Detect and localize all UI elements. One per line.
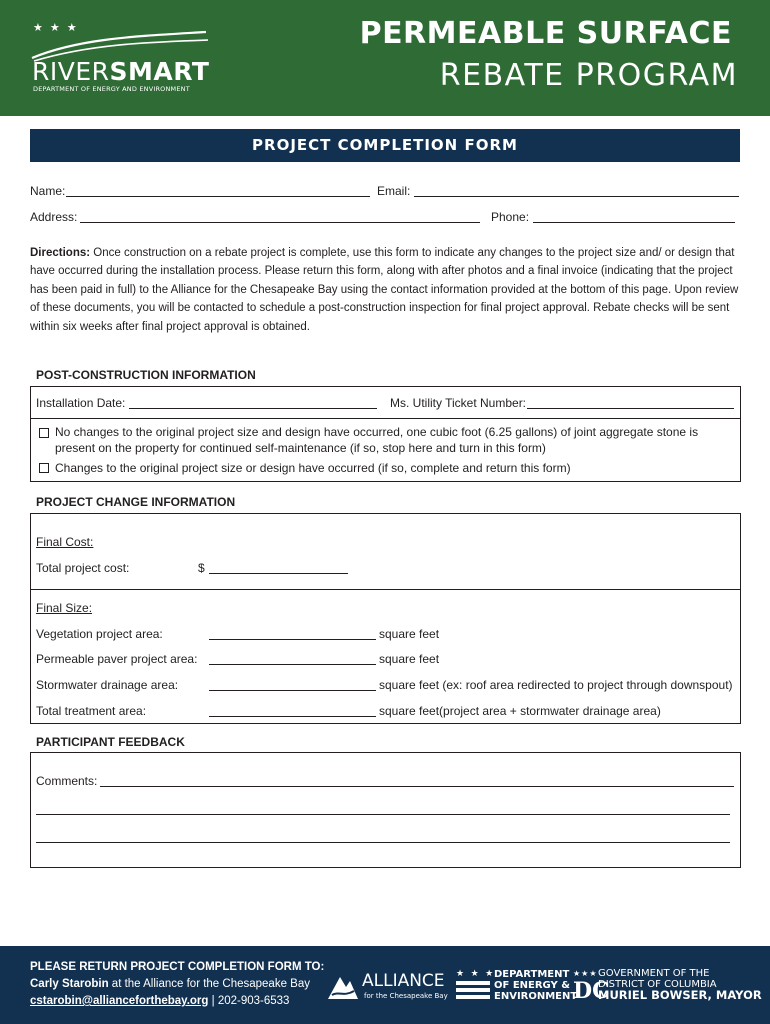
vegetation-area-unit: square feet [379,627,440,641]
treatment-area-label: Total treatment area: [36,704,147,718]
alliance-subtitle: for the Chesapeake Bay [364,992,448,1000]
contact-details [30,993,289,1009]
feedback-title: PARTICIPANT FEEDBACK [36,735,185,749]
contact-email-link[interactable]: cstarobin@allianceforthebay.org [30,995,209,1007]
contact-phone: | 202-903-6533 [208,995,290,1007]
logo-subtitle: DEPARTMENT OF ENERGY AND ENVIRONMENT [33,85,190,93]
logo-river: RIVER [32,57,110,86]
phone-field[interactable] [533,222,735,223]
phone-label: Phone: [491,210,530,224]
treatment-area-unit: square feet(project area + stormwater drainage area) [379,704,661,718]
final-cost-heading: Final Cost: [36,535,94,549]
dc-mark: DC [573,978,610,1004]
feedback-box [30,752,741,868]
project-change-title: PROJECT CHANGE INFORMATION [36,495,236,509]
post-construction-title: POST-CONSTRUCTION INFORMATION [36,368,256,382]
dc-text: GOVERNMENT OF THE DISTRICT OF COLUMBIA MURIEL BOWSER, MAYOR [598,968,762,1002]
total-cost-field[interactable] [209,573,348,574]
name-label: Name: [30,184,66,198]
address-field[interactable] [80,222,480,223]
contact-name: Carly Starobin [30,978,109,990]
name-field[interactable] [66,196,370,197]
directions-paragraph [30,244,742,336]
dc-government-logo [573,968,762,1008]
no-changes-text-2: present on the property for continued self-maintenance (if so, stop here and turn in this form) [55,441,546,455]
drainage-area-unit: square feet (ex: roof area redirected to project through downspout) [379,678,733,692]
divider [30,589,741,590]
paver-area-label: Permeable paver project area: [36,652,198,666]
paver-area-field[interactable] [209,664,376,665]
project-change-box [30,513,741,724]
paver-area-unit: square feet [379,652,440,666]
comments-label: Comments: [36,774,98,788]
no-changes-text-1: No changes to the original project size and design have occurred, one cubic foot (6.25 gallons) of joint aggregate stone is [55,425,699,439]
changes-text: Changes to the original project size or design have occurred (if so, complete and return this form) [55,461,571,475]
comments-line-1[interactable] [100,786,734,787]
installation-date-label: Installation Date: [36,396,126,410]
treatment-area-field[interactable] [209,716,376,717]
doee-logo [456,968,578,1008]
doee-stars: ★ ★ ★ [456,968,496,978]
drainage-area-label: Stormwater drainage area: [36,678,179,692]
directions-lead: Directions: [30,247,91,259]
directions-text: Once construction on a rebate project is complete, use this form to indicate any changes to the project size and/ or design that have occurred during the installation process. Please return this form, along with after photos and a final invoice (indicating that the project has been paid in full) to the Alliance for the Chesapeake Bay using the contact information provided at the bottom of this page. Upon review of these documents, you will be contacted to schedule a post-construction inspection for final project approval. Rebate checks will be sent within six weeks after final project approval is obtained. [30,247,739,333]
vegetation-area-field[interactable] [209,639,376,640]
form-title: PROJECT COMPLETION FORM [30,129,740,162]
divider [30,418,741,419]
logo-smart: SMART [109,57,210,86]
utility-ticket-label: Ms. Utility Ticket Number: [390,396,527,410]
alliance-logo [328,971,450,1011]
installation-date-field[interactable] [129,408,377,409]
alliance-name: ALLIANCE [362,971,445,991]
comments-line-3[interactable] [36,842,730,843]
header-banner [0,0,770,116]
vegetation-area-label: Vegetation project area: [36,627,163,641]
email-label: Email: [377,184,411,198]
email-field[interactable] [414,196,739,197]
no-changes-checkbox[interactable] [39,428,49,438]
utility-ticket-field[interactable] [527,408,734,409]
return-heading: PLEASE RETURN PROJECT COMPLETION FORM TO: [30,961,325,973]
contact-org: at the Alliance for the Chesapeake Bay [108,978,310,990]
program-title-line1: PERMEABLE SURFACE [359,16,732,51]
final-size-heading: Final Size: [36,601,93,615]
changes-checkbox[interactable] [39,463,49,473]
program-title-line2: REBATE PROGRAM [439,58,738,93]
doee-text: DEPARTMENT OF ENERGY & ENVIRONMENT [494,969,578,1002]
comments-line-2[interactable] [36,814,730,815]
dc-seal-icon: ★★★ [573,969,598,978]
total-cost-label: Total project cost: [36,561,130,575]
mountain-icon [328,973,358,1001]
logo-stars: ★ ★ ★ [33,22,79,34]
doee-bars-icon [456,981,490,1002]
currency-symbol: $ [198,561,205,575]
contact-line [30,976,310,992]
drainage-area-field[interactable] [209,690,376,691]
riversmart-logo [32,58,209,86]
footer [0,946,770,1024]
address-label: Address: [30,210,78,224]
